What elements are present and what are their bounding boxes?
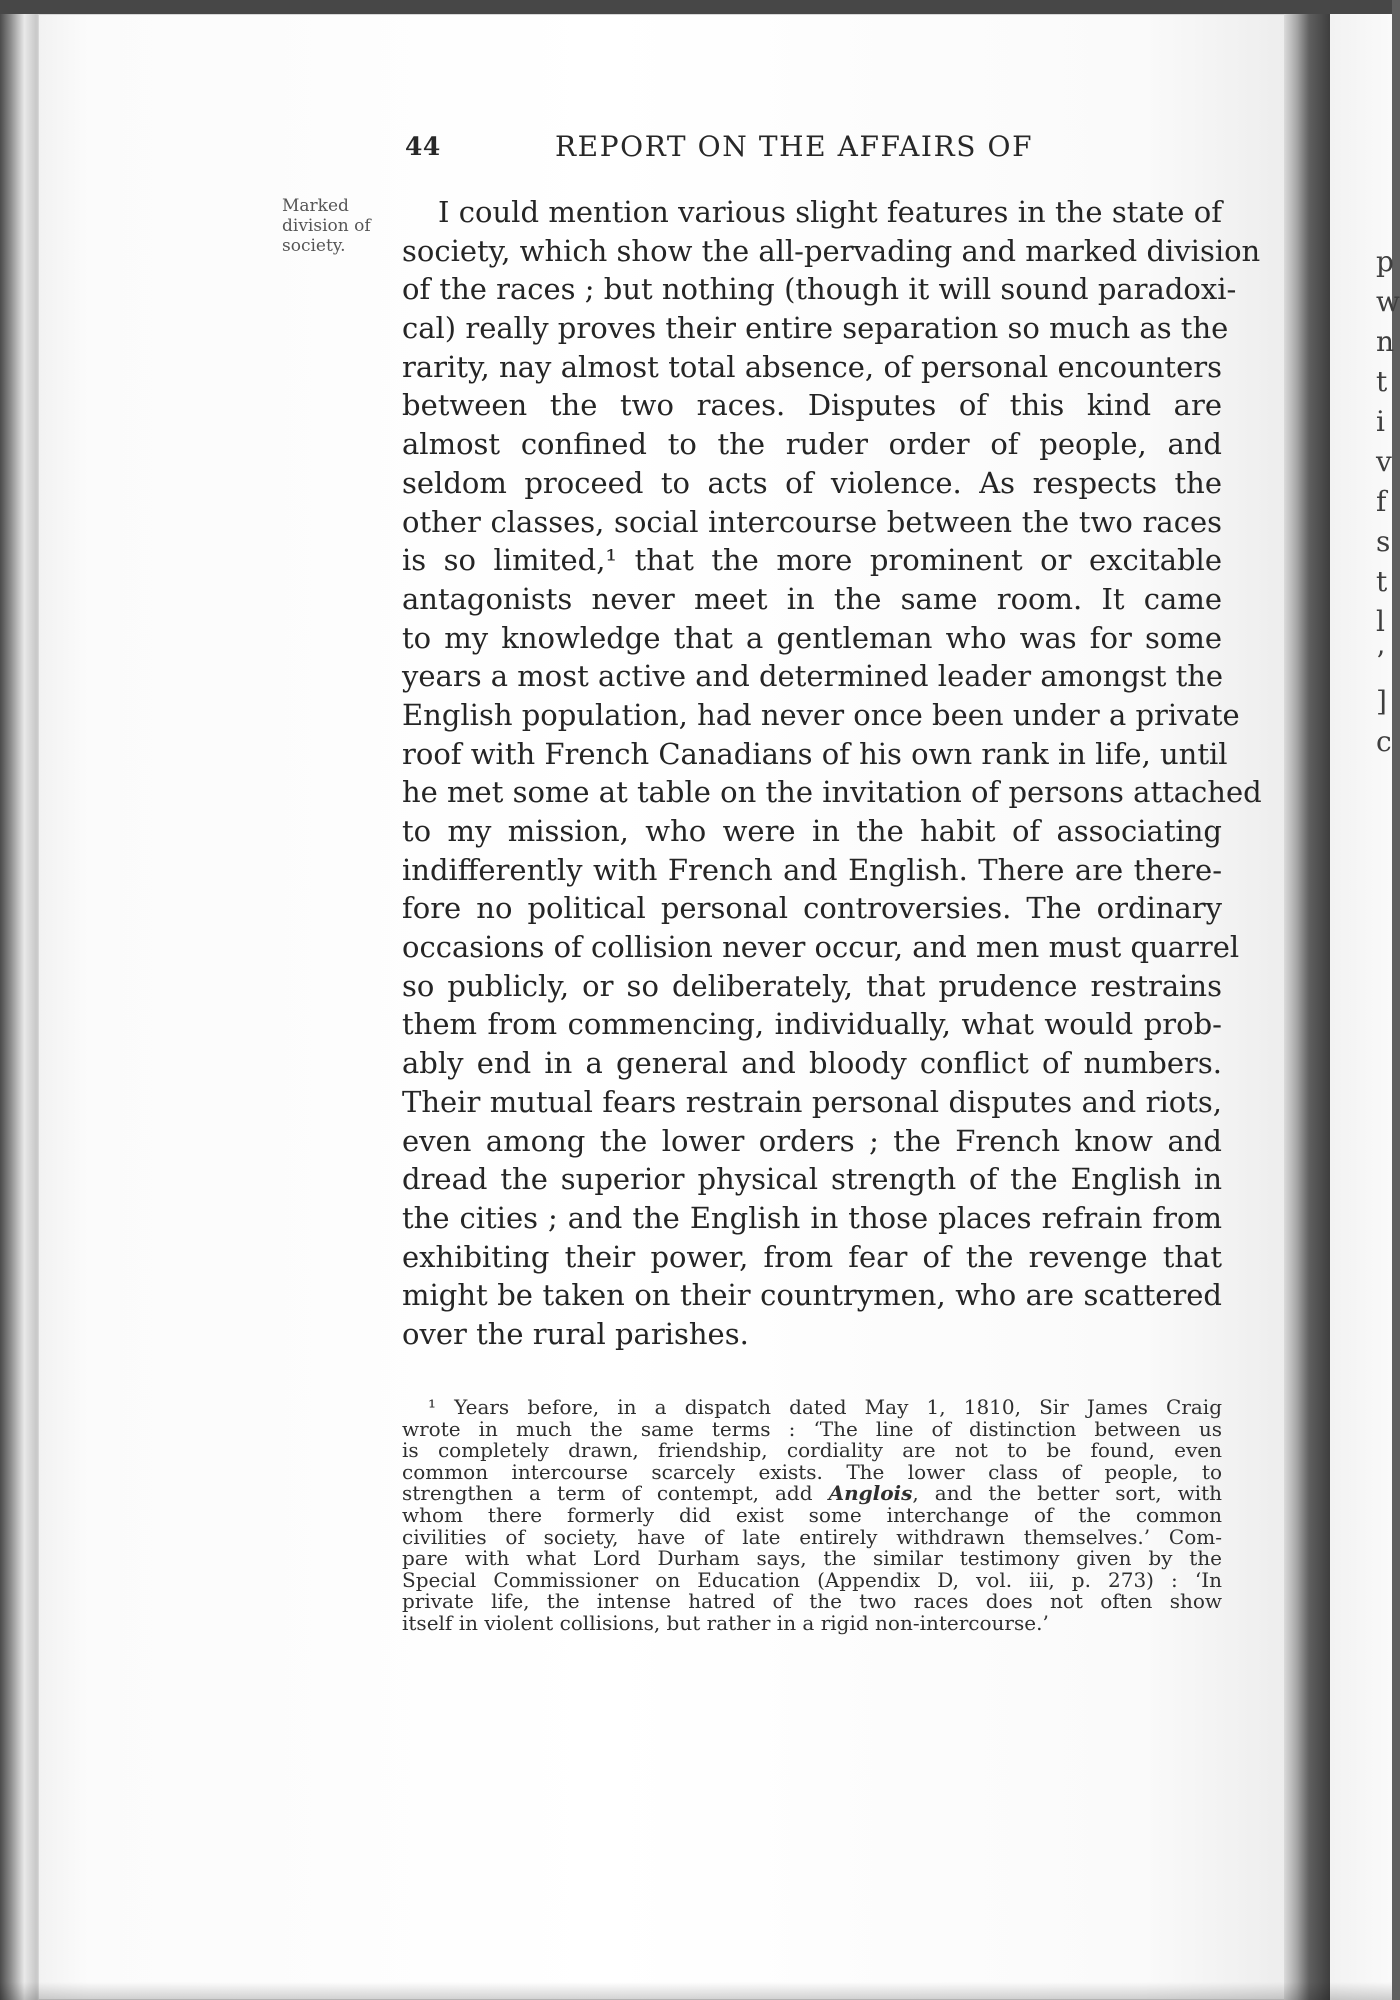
- adjacent-page-letter: v: [1376, 445, 1392, 478]
- adjacent-page-letter: t: [1376, 565, 1388, 598]
- adjacent-page-letter: f: [1376, 485, 1387, 518]
- adjacent-page-letter: c: [1376, 725, 1392, 758]
- body-line: exhibiting their power, from fear of the revenge that: [402, 1239, 1222, 1274]
- body-line: cal) really proves their entire separation so much as the: [402, 311, 1229, 346]
- body-line: might be taken on their countrymen, who are scattered: [402, 1278, 1222, 1313]
- adjacent-page-letter: ’: [1376, 645, 1385, 678]
- body-line: to my knowledge that a gentleman who was for some: [402, 620, 1222, 655]
- body-line: society, which show the all-pervading and marked division: [402, 233, 1261, 268]
- marginal-note-line: society.: [282, 236, 346, 256]
- adjacent-page-letter: ]: [1376, 685, 1387, 718]
- marginal-note-line: division of: [282, 216, 371, 236]
- body-line: so publicly, or so deliberately, that prudence restrains: [402, 968, 1222, 1003]
- body-line: seldom proceed to acts of violence. As respects the: [402, 465, 1222, 500]
- body-line: to my mission, who were in the habit of associating: [402, 814, 1222, 848]
- footnote-line: whom there formerly did exist some interchange of the common: [402, 1502, 1222, 1527]
- footnote-line: pare with what Lord Durham says, the similar testimony given by the: [402, 1546, 1222, 1571]
- body-line: the cities ; and the English in those places refrain from: [402, 1200, 1222, 1235]
- body-line: almost confined to the ruder order of people, and: [402, 427, 1222, 462]
- footnote-line: wrote in much the same terms : ‘The line of distinction between us: [402, 1416, 1222, 1441]
- running-head: REPORT ON THE AFFAIRS OF: [555, 130, 1034, 163]
- body-line: fore no political personal controversies. The ordinary: [402, 891, 1222, 926]
- body-line: dread the superior physical strength of the English in: [402, 1162, 1222, 1197]
- body-line: rarity, nay almost total absence, of personal encounters: [402, 349, 1222, 384]
- marginal-note: [282, 196, 407, 256]
- book-gutter: [1284, 14, 1330, 2000]
- body-line: years a most active and determined leader amongst the: [402, 659, 1224, 694]
- adjacent-page-letter: s: [1376, 525, 1391, 558]
- adjacent-page-letter: n: [1376, 325, 1395, 358]
- body-line: antagonists never meet in the same room. It came: [402, 581, 1222, 616]
- body-line: ably end in a general and bloody conflict of numbers.: [402, 1046, 1222, 1081]
- adjacent-page-letter: i: [1376, 405, 1385, 438]
- body-line: roof with French Canadians of his own rank in life, until: [402, 736, 1228, 771]
- page-number: 44: [405, 132, 441, 161]
- body-line: he met some at table on the invitation of persons attached: [402, 775, 1262, 810]
- adjacent-page-letter: w: [1376, 285, 1400, 318]
- body-line: Their mutual fears restrain personal disputes and riots,: [402, 1084, 1222, 1119]
- body-line: other classes, social intercourse between the two races: [402, 504, 1222, 539]
- footnote-line: civilities of society, have of late entirely withdrawn themselves.’ Com-: [402, 1524, 1222, 1549]
- scan-top-strip: [0, 0, 1392, 14]
- scan-bottom-shadow: [0, 1982, 1392, 2000]
- footnote-line: itself in violent collisions, but rather in a rigid non-intercourse.’: [402, 1610, 1049, 1635]
- body-line: of the races ; but nothing (though it will sound paradoxi-: [402, 272, 1237, 307]
- body-line: indifferently with French and English. There are there-: [402, 852, 1222, 887]
- footnote: [402, 1397, 1222, 1635]
- adjacent-page-letter: t: [1376, 365, 1388, 398]
- footnote-line: [402, 1483, 1222, 1505]
- adjacent-page-letter: l: [1376, 605, 1385, 638]
- body-line: is so limited,¹ that the more prominent or excitable: [402, 543, 1222, 578]
- footnote-line: ¹ Years before, in a dispatch dated May 1, 1810, Sir James Craig: [428, 1395, 1222, 1419]
- body-line: I could mention various slight features in the state of: [438, 195, 1222, 229]
- footnote-text: , and the better sort, with: [912, 1481, 1222, 1506]
- adjacent-page-letter: p: [1376, 245, 1394, 278]
- body-line: between the two races. Disputes of this kind are: [402, 388, 1222, 423]
- marginal-note-line: Marked: [282, 196, 349, 216]
- body-line: over the rural parishes.: [402, 1316, 749, 1351]
- body-line: occasions of collision never occur, and men must quarrel: [402, 930, 1240, 965]
- body-paragraph: [402, 193, 1262, 1354]
- body-line: English population, had never once been under a private: [402, 697, 1240, 732]
- body-line: them from commencing, individually, what would prob-: [402, 1007, 1222, 1042]
- footnote-italic-term: Anglois: [828, 1481, 913, 1506]
- footnote-line: is completely drawn, friendship, cordiality are not to be found, even: [402, 1438, 1222, 1463]
- page-header: [405, 128, 1105, 170]
- footnote-line: private life, the intense hatred of the two races does not often show: [402, 1589, 1222, 1614]
- footnote-line: Special Commissioner on Education (Appendix D, vol. iii, p. 273) : ‘In: [402, 1567, 1222, 1592]
- footnote-text: strengthen a term of contempt, add: [402, 1481, 829, 1506]
- body-line: even among the lower orders ; the French know and: [402, 1123, 1222, 1158]
- footnote-line: common intercourse scarcely exists. The lower class of people, to: [402, 1459, 1222, 1484]
- adjacent-page-text: [1376, 242, 1400, 762]
